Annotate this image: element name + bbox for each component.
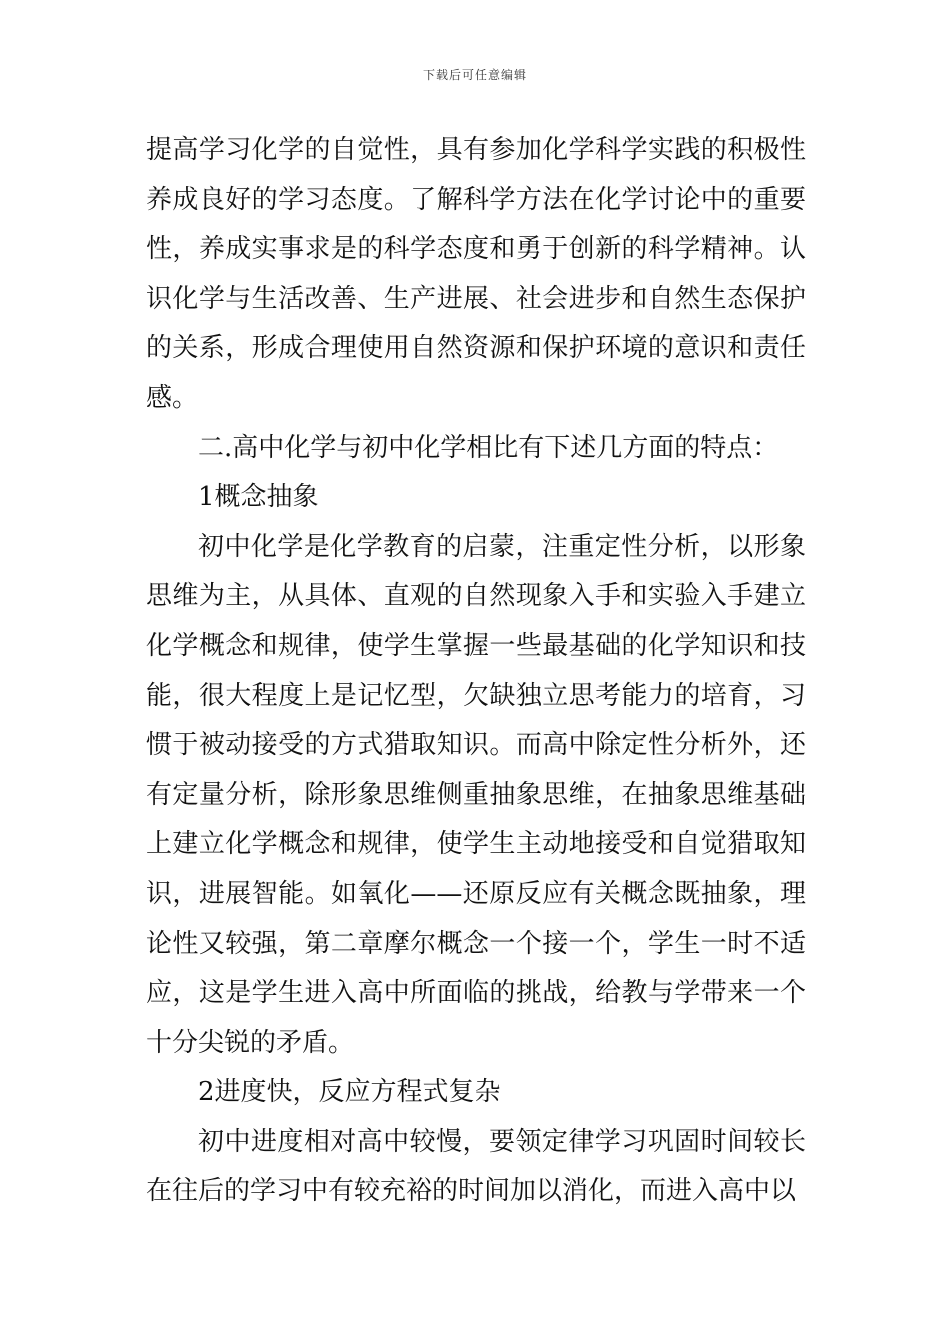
paragraph-abstract-concepts: 初中化学是化学教育的启蒙，注重定性分析，以形象思维为主，从具体、直观的自然现象入手和实验入手建立化学概念和规律，使学生掌握一些最基础的化学知识和技能，很大程度上是记忆型，欠缺独立思考能力的培育，习惯于被动接受的方式猎取知识。而高中除定性分析外，还有定量分析，除形象思维侧重抽象思维，在抽象思维基础上建立化学概念和规律，使学生主动地接受和自觉猎取知识，进展智能。如氧化——还原反应有关概念既抽象，理论性又较强，第二章摩尔概念一个接一个，学生一时不适应，这是学生进入高中所面临的挑战，给教与学带来一个十分尖锐的矛盾。 bbox=[146, 531, 806, 1058]
paragraph-objectives: 提高学习化学的自觉性，具有参加化学科学实践的积极性养成良好的学习态度。了解科学方法在化学讨论中的重要性，养成实事求是的科学态度和勇于创新的科学精神。认识化学与生活改善、生产进展、社会进步和自然生态保护的关系，形成合理使用自然资源和保护环境的意识和责任感。 bbox=[146, 135, 806, 413]
header-note: 下载后可任意编辑 bbox=[422, 68, 527, 82]
subheading-fast-pace: 2进度快，反应方程式复杂 bbox=[198, 1077, 501, 1108]
section-heading-features: 二.高中化学与初中化学相比有下述几方面的特点： bbox=[198, 432, 779, 463]
body-text bbox=[146, 126, 806, 1217]
paragraph-fast-pace: 初中进度相对高中较慢，要领定律学习巩固时间较长在往后的学习中有较充裕的时间加以消化，而进入高中以 bbox=[146, 1126, 806, 1207]
subheading-abstract-concepts: 1概念抽象 bbox=[198, 482, 319, 513]
